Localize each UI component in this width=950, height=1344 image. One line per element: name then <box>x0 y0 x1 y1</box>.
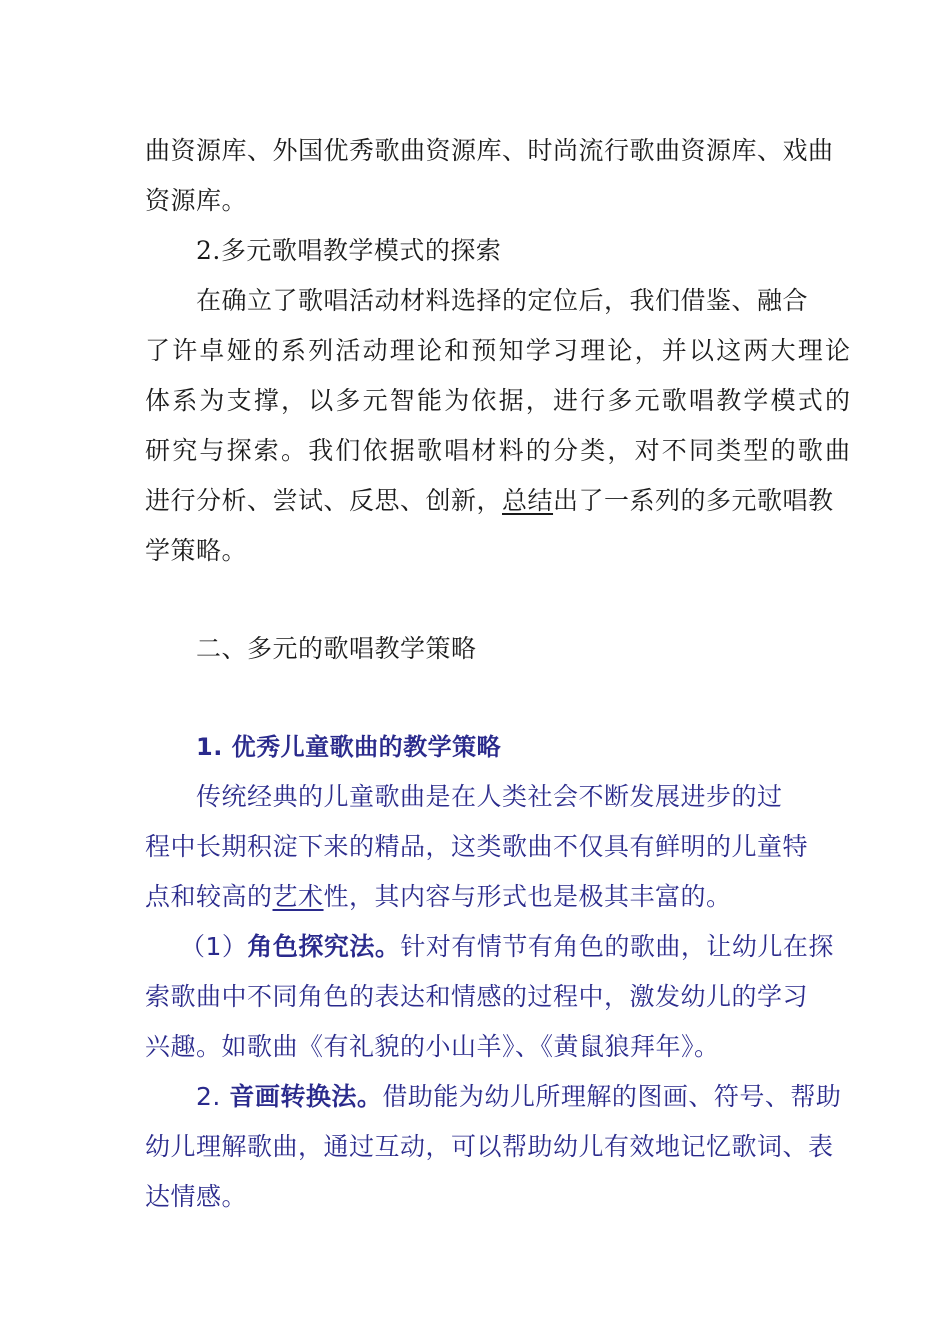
text-segment: 出了一系列的多元歌唱教 <box>553 486 834 515</box>
summary-link[interactable]: 总结 <box>502 486 554 515</box>
paragraph-line <box>145 476 834 526</box>
text-segment: 针对有情节有角色的歌曲，让幼儿在探 <box>400 932 834 961</box>
paragraph-line: 体系为支撑，以多元智能为依据，进行多元歌唱教学模式的 <box>145 386 853 415</box>
strategy-heading: 1. 优秀儿童歌曲的教学策略 <box>196 733 502 761</box>
item-title: 音画转换法。 <box>229 1082 383 1111</box>
paragraph-line: 传统经典的儿童歌曲是在人类社会不断发展进步的过 <box>196 782 783 811</box>
paragraph-line <box>145 872 732 922</box>
paragraph-line: 幼儿理解歌曲，通过互动，可以帮助幼儿有效地记忆歌词、表 <box>145 1132 834 1161</box>
paragraph-line: 达情感。 <box>145 1182 248 1211</box>
item-number: 2. <box>196 1082 230 1111</box>
paragraph-line: 研究与探索。我们依据歌唱材料的分类，对不同类型的歌曲 <box>145 436 853 465</box>
paragraph-line: 兴趣。如歌曲《有礼貌的小山羊》、《黄鼠狼拜年》。 <box>145 1032 720 1061</box>
paragraph-line: 了许卓娅的系列活动理论和预知学习理论，并以这两大理论 <box>145 336 853 365</box>
paragraph-line: 索歌曲中不同角色的表达和情感的过程中，激发幼儿的学习 <box>145 982 809 1011</box>
paragraph-line: 曲资源库、外国优秀歌曲资源库、时尚流行歌曲资源库、戏曲 <box>145 136 834 165</box>
text-segment: 点和较高的 <box>145 882 273 911</box>
section-heading: 2.多元歌唱教学模式的探索 <box>196 236 502 265</box>
item-title: 角色探究法。 <box>247 932 401 961</box>
list-item <box>196 1072 841 1122</box>
item-number: （1） <box>180 932 248 961</box>
list-item <box>180 922 834 972</box>
paragraph-line: 资源库。 <box>145 186 248 215</box>
paragraph-line: 在确立了歌唱活动材料选择的定位后，我们借鉴、融合 <box>196 286 809 315</box>
text-segment: 性，其内容与形式也是极其丰富的。 <box>323 882 732 911</box>
text-segment: 进行分析、尝试、反思、创新， <box>145 486 503 515</box>
art-link[interactable]: 艺术 <box>272 882 324 911</box>
paragraph-line: 程中长期积淀下来的精品，这类歌曲不仅具有鲜明的儿童特 <box>145 832 809 861</box>
paragraph-line: 学策略。 <box>145 536 248 565</box>
text-segment: 借助能为幼儿所理解的图画、符号、帮助 <box>382 1082 842 1111</box>
chapter-title: 二、多元的歌唱教学策略 <box>196 634 477 663</box>
